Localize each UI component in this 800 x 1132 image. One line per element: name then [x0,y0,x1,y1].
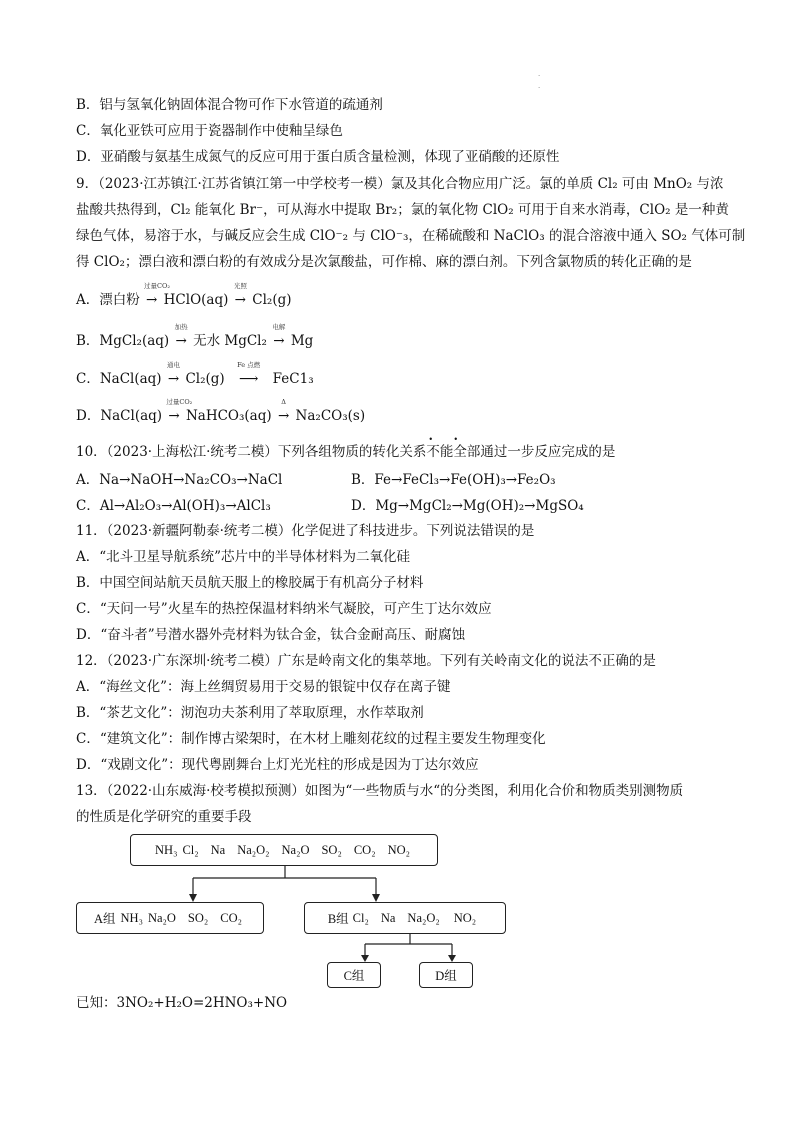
q9-b-mid: 无水 MgCl₂ [193,333,267,349]
option-c-prev: C．氧化亚铁可应用于瓷器制作中使釉呈绿色 [76,123,343,139]
group-d-box [419,962,473,988]
species: CO₂ [220,910,242,925]
group-b-box [304,902,506,934]
group-c-box [327,962,381,988]
species: Na [210,842,226,857]
q11-stem: 11．（2023·新疆阿勒泰·统考二模）化学促进了科技进步。下列说法错误的是 [76,523,535,539]
q10-stem-post: 全部通过一步反应完成的是 [453,444,616,460]
species: Na₂O [281,842,310,857]
option-d-prev: D．亚硝酸与氨基生成氮气的反应可用于蛋白质含量检测，体现了亚硝酸的还原性 [76,149,560,165]
q9-c-post: FeC1₃ [272,371,314,387]
q9-d-pre: D．NaCl(aq) [76,408,163,424]
q11-option-c: C．“天问一号”火星车的热控保温材料纳米气凝胶，可产生丁达尔效应 [76,601,492,617]
group-b-label: B组 [327,912,349,926]
known-equation: 已知：3NO₂+H₂O=2HNO₃+NO [76,995,288,1011]
arrow-condition: 过量CO₂ [144,282,170,290]
q9-c-mid: Cl₂(g) [185,371,225,387]
species: Na₂O₂ [237,842,270,857]
arrow-condition: 通电 [167,361,181,369]
species: SO₂ [187,910,209,925]
reaction-arrow: Fe 点燃 ⟶ [229,369,268,389]
q11-option-b: B．中国空间站航天员航天服上的橡胶属于有机高分子材料 [76,575,424,591]
q12-option-b: B．“茶艺文化”：沏泡功夫茶利用了萃取原理，水作萃取剂 [76,705,424,721]
q10-option-c: C．Al→Al₂O₃→Al(OH)₃→AlCl₃ [76,498,271,514]
q12-option-d: D．“戏剧文化”：现代粤剧舞台上灯光光柱的形成是因为丁达尔效应 [76,757,479,773]
q10-option-d: D．Mg→MgCl₂→Mg(OH)₂→MgSO₄ [351,498,584,514]
arrow-condition: 光照 [233,282,247,290]
q9-c-pre: C．NaCl(aq) [76,371,162,387]
species: NH₃ [120,910,143,925]
species: Cl₂ [182,842,199,857]
q11-option-d: D．“奋斗者”号潜水器外壳材料为钛合金，钛合金耐高压、耐腐蚀 [76,627,466,643]
q12-option-a: A．“海丝文化”：海上丝绸贸易用于交易的银锭中仅存在离子键 [76,679,451,695]
species: SO₂ [321,842,342,857]
q10-stem-pre: 10．（2023·上海松江·统考二模）下列各组物质的转化关系 [76,444,427,460]
q11-option-a: A．“北斗卫星导航系统”芯片中的半导体材料为二氧化硅 [76,549,411,565]
reaction-arrow: 加热 → [174,323,188,349]
species: NO₂ [387,842,410,857]
reaction-arrow: 电解 → [272,323,286,349]
q9-a-post: Cl₂(g) [252,292,292,308]
reaction-arrow: Δ → [277,398,290,424]
arrow-condition: 过量CO₂ [166,398,193,406]
species: NH₃ [155,842,178,857]
q12-option-c: C．“建筑文化”：制作博古梁架时，在木材上雕刻花纹的过程主要发生物理变化 [76,731,546,747]
reaction-arrow: 通电 → [167,361,181,387]
q9-b-pre: B．MgCl₂(aq) [76,333,170,349]
q9-stem-line2: 盐酸共热得到，Cl₂ 能氧化 Br⁻，可从海水中提取 Br₂；氯的氧化物 ClO₂ 可用于自来水消毒，ClO₂ 是一种黄 [76,202,729,218]
q9-b-post: Mg [290,333,314,349]
group-a-box [76,902,264,934]
option-b-prev: B．铝与氢氧化钠固体混合物可作下水管道的疏通剂 [76,97,383,113]
scan-dots: · · [538,72,541,92]
q9-d-post: Na₂CO₃(s) [295,408,366,424]
q10-emphasis: 不能 • [426,442,453,462]
q9-stem-line4: 得 ClO₂；漂白液和漂白粉的有效成分是次氯酸盐，可作棉、麻的漂白剂。下列含氯物质的转化正确的是 [76,254,692,270]
q9-a-pre: A．漂白粉 [76,292,140,308]
q9-d-mid: NaHCO₃(aq) [185,408,272,424]
q13-stem-line2: 的性质是化学研究的重要手段 [76,809,252,825]
group-c-label: C组 [343,969,365,983]
group-a-label: A组 [94,912,116,926]
species: Na₂O [147,910,176,925]
q13-stem-line1: 13．（2022·山东威海·校考模拟预测）如图为“一些物质与水“的分类图，利用化合价和物质类别测物质 [76,783,684,799]
species: NO₂ [453,910,477,925]
arrow-condition: Δ [281,398,286,406]
reaction-arrow: 过量CO₂ → [166,398,193,424]
q10-option-b: B．Fe→FeCl₃→Fe(OH)₃→Fe₂O₃ [351,472,556,488]
species: Cl₂ [352,910,369,925]
q10-option-a: A．Na→NaOH→Na₂CO₃→NaCl [76,472,283,488]
q9-a-mid: HClO(aq) [163,292,229,308]
q9-stem-line3: 绿色气体，易溶于水，与碱反应会生成 ClO⁻₂ 与 ClO⁻₃，在稀硫酸和 NaClO₃ 的混合溶液中通入 SO₂ 气体可制 [76,228,746,244]
species: Na [380,910,396,925]
species: Na₂O₂ [407,910,440,925]
species: CO₂ [353,842,376,857]
group-d-label: D组 [435,969,457,983]
top-box [130,834,438,866]
arrow-condition: Fe 点燃 [237,361,261,369]
arrow-condition: 电解 [272,323,286,331]
arrow-condition: 加热 [174,323,188,331]
q12-stem: 12．（2023·广东深圳·统考二模）广东是岭南文化的集萃地。下列有关岭南文化的说法不正确的是 [76,653,656,669]
q9-stem-line1: 9．（2023·江苏镇江·江苏省镇江第一中学校考一模）氯及其化合物应用广泛。氯的单质 Cl₂ 可由 MnO₂ 与浓 [76,176,724,192]
reaction-arrow: 光照 → [233,282,247,308]
reaction-arrow: 过量CO₂ → [144,282,170,308]
